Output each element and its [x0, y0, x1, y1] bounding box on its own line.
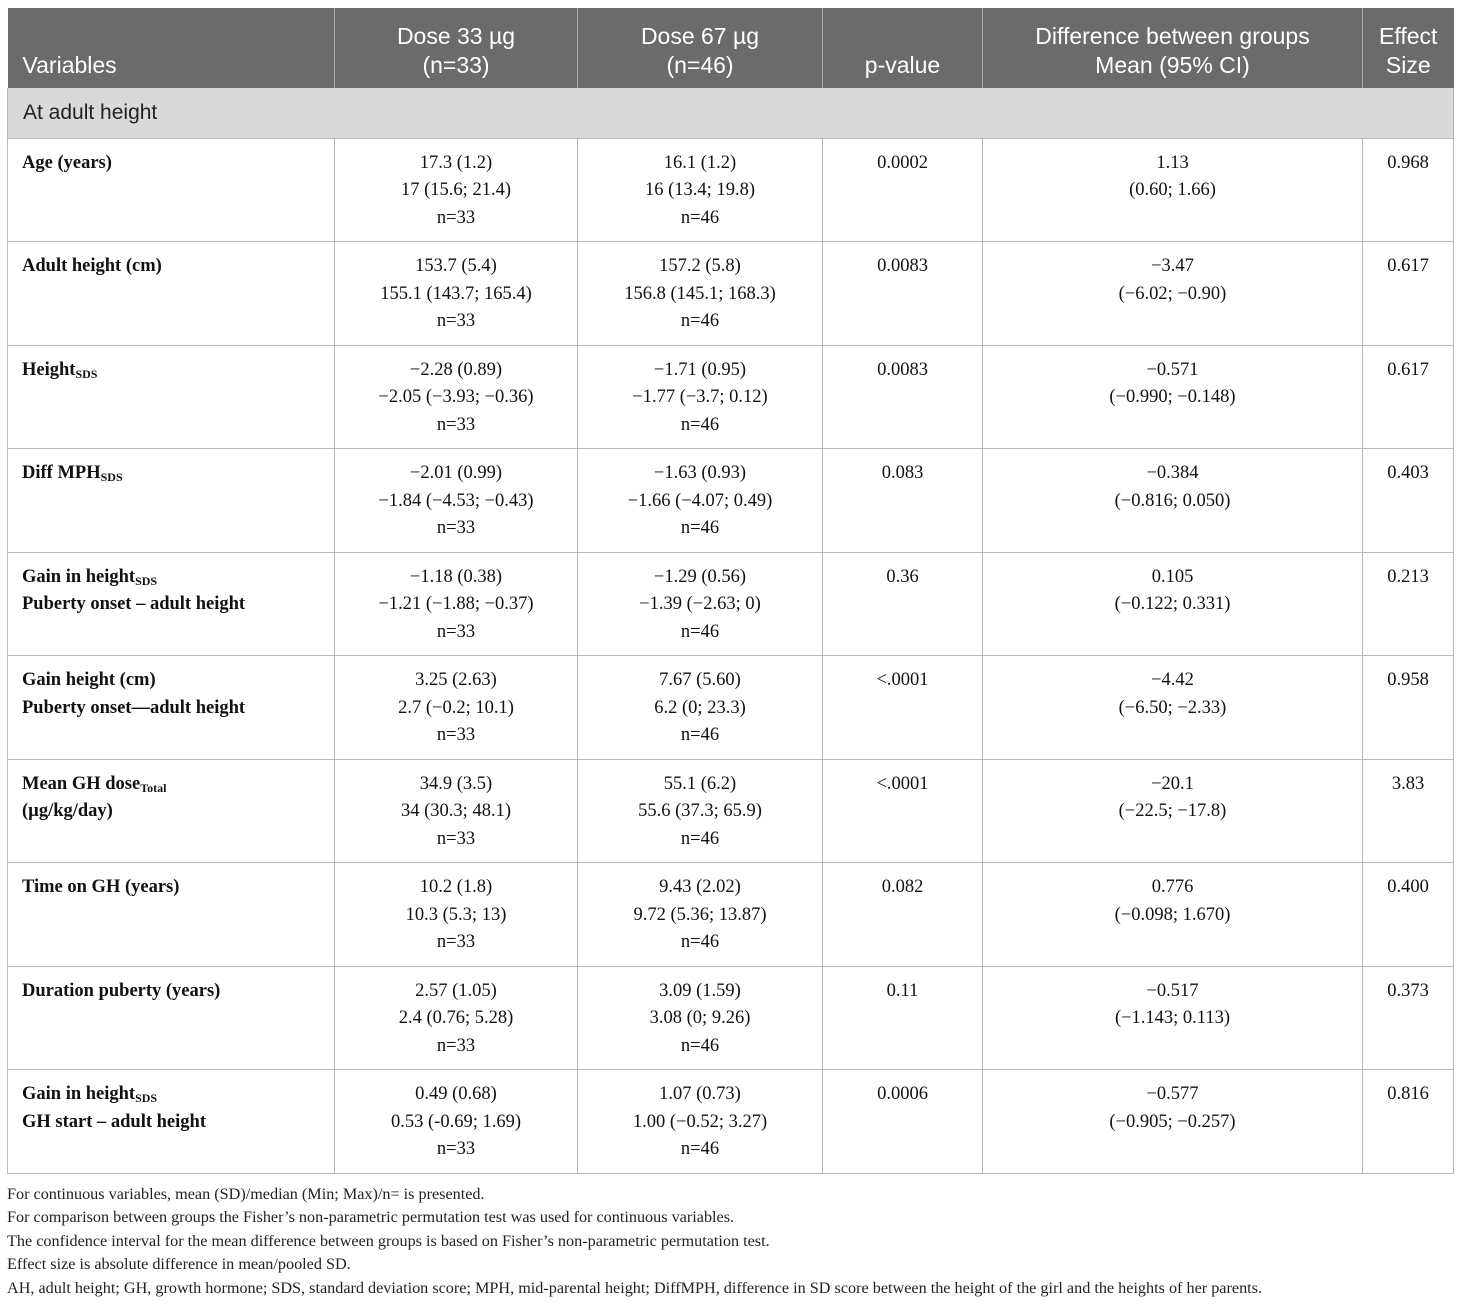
- p-value: 0.0083: [877, 359, 928, 380]
- variable-line: [22, 667, 326, 695]
- difference-cell-line: −20.1: [1151, 773, 1194, 794]
- dose-33-cell-line: 2.4 (0.76; 5.28): [398, 1008, 514, 1028]
- dose-33-cell-line: 0.49 (0.68): [415, 1084, 497, 1104]
- table-row: [8, 449, 1454, 553]
- variable-label: Duration puberty (years): [22, 980, 221, 1001]
- difference-cell-line: (−6.50; −2.33): [1118, 697, 1227, 718]
- dose-33-cell-line: −1.84 (−4.53; −0.43): [378, 490, 534, 511]
- header-p-value: p-value: [823, 8, 983, 88]
- dose-67-cell: [578, 242, 823, 346]
- dose-33-cell: [335, 242, 578, 346]
- dose-67-cell-line: 156.8 (145.1; 168.3): [624, 283, 776, 304]
- dose-33-cell-line: n=33: [436, 932, 476, 952]
- effect-size: 0.403: [1387, 463, 1429, 483]
- subscript: SDS: [75, 366, 98, 381]
- effect-size-cell: [1363, 449, 1454, 553]
- difference-cell: [983, 759, 1363, 863]
- difference-cell-line: (−0.122; 0.331): [1114, 594, 1231, 614]
- dose-67-cell-line: 16 (13.4; 19.8): [645, 180, 755, 200]
- dose-33-cell-line: n=33: [436, 621, 476, 642]
- difference-cell: [983, 656, 1363, 760]
- dose-33-cell: [335, 863, 578, 967]
- difference-cell: [983, 345, 1363, 449]
- difference-cell-line: −0.577: [1146, 1084, 1199, 1104]
- variable-cell: [8, 966, 335, 1070]
- p-value-cell: [823, 242, 983, 346]
- dose-67-cell: [578, 966, 823, 1070]
- difference-cell-line: 0.776: [1151, 877, 1194, 897]
- difference-cell-line: −4.42: [1151, 670, 1194, 690]
- dose-33-cell-line: n=33: [436, 1139, 476, 1159]
- variable-cell: [8, 552, 335, 656]
- variable-label: Gain in height: [22, 566, 136, 587]
- dose-67-cell-line: 6.2 (0; 23.3): [654, 697, 746, 718]
- dose-67-cell-line: n=46: [680, 1139, 720, 1159]
- dose-67-cell: [578, 449, 823, 553]
- variable-line: [22, 357, 326, 385]
- effect-size: 0.400: [1387, 877, 1429, 897]
- effect-size: 0.968: [1387, 152, 1429, 173]
- table-header-row: [8, 8, 1454, 88]
- dose-33-cell-line: n=33: [436, 414, 476, 435]
- dose-33-cell-line: −2.01 (0.99): [409, 463, 503, 483]
- dose-67-cell-line: n=46: [680, 311, 720, 331]
- variable-label: Age (years): [22, 152, 112, 173]
- dose-33-cell-line: 34.9 (3.5): [419, 773, 493, 794]
- dose-33-cell-line: 10.2 (1.8): [419, 877, 493, 897]
- dose-67-cell-line: 55.6 (37.3; 65.9): [638, 801, 762, 821]
- results-table: [7, 8, 1454, 1174]
- dose-67-cell-line: 9.43 (2.02): [659, 877, 741, 897]
- table-row: [8, 1070, 1454, 1174]
- variable-line: [22, 150, 326, 178]
- variable-cell: [8, 242, 335, 346]
- dose-33-cell-line: 17.3 (1.2): [419, 152, 493, 173]
- difference-cell-line: (−0.990; −0.148): [1109, 387, 1236, 407]
- table-row: [8, 656, 1454, 760]
- variable-label: Puberty onset—adult height: [22, 697, 246, 718]
- variable-label: Adult height (cm): [22, 256, 162, 276]
- header-difference: Difference between groups Mean (95% CI): [983, 8, 1363, 88]
- footnote: Effect size is absolute difference in mean/pooled SD.: [7, 1255, 351, 1274]
- dose-33-cell-line: 17 (15.6; 21.4): [401, 180, 511, 200]
- difference-cell-line: (−0.905; −0.257): [1109, 1111, 1236, 1132]
- dose-67-cell-line: 3.08 (0; 9.26): [649, 1008, 751, 1028]
- effect-size-cell: [1363, 138, 1454, 242]
- dose-33-cell-line: −2.05 (−3.93; −0.36): [378, 387, 534, 407]
- difference-cell-line: (−1.143; 0.113): [1114, 1008, 1231, 1028]
- p-value-cell: [823, 449, 983, 553]
- effect-size-cell: [1363, 242, 1454, 346]
- variable-cell: [8, 449, 335, 553]
- effect-size-cell: [1363, 863, 1454, 967]
- dose-33-cell: [335, 656, 578, 760]
- effect-size: 0.617: [1387, 256, 1429, 276]
- section-row: [8, 88, 1454, 138]
- difference-cell: [983, 1070, 1363, 1174]
- table-row: [8, 552, 1454, 656]
- dose-67-cell-line: 3.09 (1.59): [659, 980, 741, 1001]
- difference-cell-line: −0.384: [1146, 463, 1199, 483]
- effect-size: 0.373: [1387, 980, 1429, 1001]
- dose-33-cell: [335, 138, 578, 242]
- dose-67-cell-line: 55.1 (6.2): [663, 773, 737, 794]
- subscript: SDS: [100, 470, 123, 484]
- p-value: 0.0002: [877, 152, 928, 173]
- variable-line: [22, 695, 326, 723]
- section-label: At adult height: [8, 88, 1454, 138]
- difference-cell: [983, 863, 1363, 967]
- results-table-container: [7, 8, 1453, 1174]
- dose-33-cell: [335, 345, 578, 449]
- dose-33-cell-line: 10.3 (5.3; 13): [405, 904, 507, 925]
- variable-cell: [8, 759, 335, 863]
- dose-33-cell: [335, 966, 578, 1070]
- effect-size: 0.617: [1387, 359, 1429, 380]
- effect-size-cell: [1363, 1070, 1454, 1174]
- variable-line: [22, 1081, 326, 1109]
- dose-67-cell: [578, 656, 823, 760]
- effect-size: 0.958: [1387, 670, 1429, 690]
- variable-line: [22, 1109, 326, 1137]
- p-value-cell: [823, 966, 983, 1070]
- p-value-cell: [823, 138, 983, 242]
- dose-33-cell: [335, 449, 578, 553]
- footnote: For comparison between groups the Fisher’s non-parametric permutation test was used for continuous variables.: [7, 1208, 735, 1227]
- p-value: <.0001: [876, 670, 929, 690]
- p-value: <.0001: [876, 773, 929, 794]
- variable-cell: [8, 1070, 335, 1174]
- difference-cell-line: −0.571: [1146, 359, 1199, 380]
- footnote: For continuous variables, mean (SD)/median (Min; Max)/n= is presented.: [7, 1185, 485, 1203]
- variable-line: [22, 874, 326, 902]
- p-value-cell: [823, 759, 983, 863]
- table-row: [8, 242, 1454, 346]
- dose-33-cell-line: n=33: [436, 311, 476, 331]
- header-variables: Variables: [8, 8, 335, 88]
- dose-67-cell-line: 1.07 (0.73): [659, 1084, 741, 1104]
- p-value: 0.082: [881, 877, 924, 897]
- dose-67-cell: [578, 552, 823, 656]
- variable-line: [22, 253, 326, 281]
- effect-size-cell: [1363, 345, 1454, 449]
- dose-67-cell-line: n=46: [680, 1035, 720, 1056]
- dose-33-cell-line: 3.25 (2.63): [415, 670, 497, 690]
- variable-label: Time on GH (years): [22, 877, 180, 897]
- header-dose-33: Dose 33 µg (n=33): [335, 8, 578, 88]
- dose-67-cell-line: 157.2 (5.8): [659, 256, 741, 276]
- p-value-cell: [823, 656, 983, 760]
- dose-33-cell-line: 153.7 (5.4): [415, 256, 497, 276]
- p-value-cell: [823, 1070, 983, 1174]
- table-row: [8, 345, 1454, 449]
- difference-cell: [983, 552, 1363, 656]
- variable-line: [22, 591, 326, 619]
- variable-cell: [8, 345, 335, 449]
- effect-size-cell: [1363, 759, 1454, 863]
- difference-cell-line: (−6.02; −0.90): [1118, 283, 1227, 304]
- dose-67-cell: [578, 138, 823, 242]
- dose-67-cell: [578, 863, 823, 967]
- dose-33-cell-line: −2.28 (0.89): [409, 359, 503, 380]
- header-effect-size: Effect Size: [1363, 8, 1454, 88]
- table-row: [8, 863, 1454, 967]
- effect-size-cell: [1363, 552, 1454, 656]
- dose-33-cell-line: −1.18 (0.38): [409, 566, 503, 587]
- p-value: 0.083: [881, 463, 924, 483]
- dose-67-cell-line: n=46: [680, 725, 720, 745]
- variable-label: Mean GH dose: [22, 773, 141, 794]
- p-value-cell: [823, 552, 983, 656]
- dose-33-cell-line: −1.21 (−1.88; −0.37): [378, 594, 534, 614]
- table-row: [8, 966, 1454, 1070]
- header-dose-67: Dose 67 µg (n=46): [578, 8, 823, 88]
- p-value: 0.0083: [877, 256, 928, 276]
- dose-33-cell-line: 155.1 (143.7; 165.4): [380, 283, 532, 304]
- dose-33-cell-line: 2.7 (−0.2; 10.1): [398, 697, 514, 718]
- dose-67-cell: [578, 759, 823, 863]
- effect-size: 0.816: [1387, 1084, 1429, 1104]
- variable-line: [22, 978, 326, 1006]
- variable-line: [22, 798, 326, 826]
- dose-33-cell-line: 0.53 (-0.69; 1.69): [391, 1111, 521, 1132]
- variable-label: (µg/kg/day): [22, 801, 113, 821]
- difference-cell: [983, 242, 1363, 346]
- dose-67-cell: [578, 345, 823, 449]
- dose-67-cell-line: −1.63 (0.93): [653, 463, 747, 483]
- dose-33-cell: [335, 1070, 578, 1174]
- dose-33-cell-line: 34 (30.3; 48.1): [401, 801, 511, 821]
- variable-line: [22, 564, 326, 592]
- difference-cell-line: (0.60; 1.66): [1129, 180, 1216, 200]
- p-value-cell: [823, 345, 983, 449]
- dose-33-cell: [335, 552, 578, 656]
- subscript: SDS: [135, 573, 158, 588]
- difference-cell-line: −0.517: [1146, 980, 1199, 1001]
- dose-33-cell: [335, 759, 578, 863]
- dose-67-cell-line: 1.00 (−0.52; 3.27): [632, 1111, 768, 1132]
- difference-cell-line: 1.13: [1156, 152, 1189, 173]
- variable-label: Gain height (cm): [22, 670, 156, 690]
- difference-cell: [983, 138, 1363, 242]
- footnotes: [7, 1183, 1457, 1300]
- difference-cell-line: (−22.5; −17.8): [1118, 801, 1227, 821]
- dose-33-cell-line: n=33: [436, 725, 476, 745]
- difference-cell-line: 0.105: [1151, 566, 1194, 587]
- effect-size-cell: [1363, 656, 1454, 760]
- p-value: 0.0006: [877, 1084, 928, 1104]
- dose-67-cell-line: 7.67 (5.60): [659, 670, 741, 690]
- dose-67-cell-line: −1.39 (−2.63; 0): [639, 594, 761, 614]
- p-value: 0.11: [886, 980, 919, 1001]
- footnote: The confidence interval for the mean difference between groups is based on Fisher’s non-parametric permutation test.: [7, 1231, 770, 1250]
- dose-67-cell-line: −1.66 (−4.07; 0.49): [627, 490, 773, 511]
- variable-label: Puberty onset – adult height: [22, 594, 246, 614]
- variable-label: Gain in height: [22, 1084, 136, 1104]
- difference-cell: [983, 966, 1363, 1070]
- variable-cell: [8, 138, 335, 242]
- difference-cell-line: (−0.816; 0.050): [1114, 490, 1231, 511]
- variable-cell: [8, 863, 335, 967]
- effect-size-cell: [1363, 966, 1454, 1070]
- dose-67-cell-line: n=46: [680, 621, 720, 642]
- variable-label: Height: [22, 359, 76, 380]
- dose-67-cell: [578, 1070, 823, 1174]
- effect-size: 3.83: [1391, 773, 1425, 794]
- dose-33-cell-line: n=33: [436, 1035, 476, 1056]
- table-row: [8, 138, 1454, 242]
- variable-label: Diff MPH: [22, 463, 101, 483]
- subscript: SDS: [135, 1091, 158, 1105]
- difference-cell-line: (−0.098; 1.670): [1114, 904, 1231, 925]
- dose-67-cell-line: n=46: [680, 414, 720, 435]
- variable-label: GH start – adult height: [22, 1111, 206, 1132]
- dose-33-cell-line: 2.57 (1.05): [415, 980, 497, 1001]
- dose-67-cell-line: n=46: [680, 518, 720, 538]
- difference-cell-line: −3.47: [1151, 256, 1194, 276]
- difference-cell: [983, 449, 1363, 553]
- p-value: 0.36: [886, 566, 919, 587]
- dose-33-cell-line: n=33: [436, 828, 476, 849]
- variable-line: [22, 771, 326, 799]
- effect-size: 0.213: [1387, 566, 1429, 587]
- p-value-cell: [823, 863, 983, 967]
- variable-line: [22, 460, 326, 488]
- dose-67-cell-line: n=46: [680, 207, 720, 228]
- dose-67-cell-line: n=46: [680, 828, 720, 849]
- variable-cell: [8, 656, 335, 760]
- dose-67-cell-line: −1.29 (0.56): [653, 566, 747, 587]
- footnote: AH, adult height; GH, growth hormone; SDS, standard deviation score; MPH, mid-parental height; DiffMPH, difference in SD score between the height of the girl and the heights of her parents.: [7, 1278, 1263, 1297]
- dose-67-cell-line: −1.77 (−3.7; 0.12): [632, 387, 768, 407]
- dose-67-cell-line: n=46: [680, 932, 720, 952]
- dose-67-cell-line: 16.1 (1.2): [663, 152, 737, 173]
- dose-33-cell-line: n=33: [436, 207, 476, 228]
- dose-67-cell-line: −1.71 (0.95): [653, 359, 747, 380]
- table-row: [8, 759, 1454, 863]
- dose-67-cell-line: 9.72 (5.36; 13.87): [633, 904, 767, 925]
- dose-33-cell-line: n=33: [436, 518, 476, 538]
- subscript: Total: [140, 780, 167, 795]
